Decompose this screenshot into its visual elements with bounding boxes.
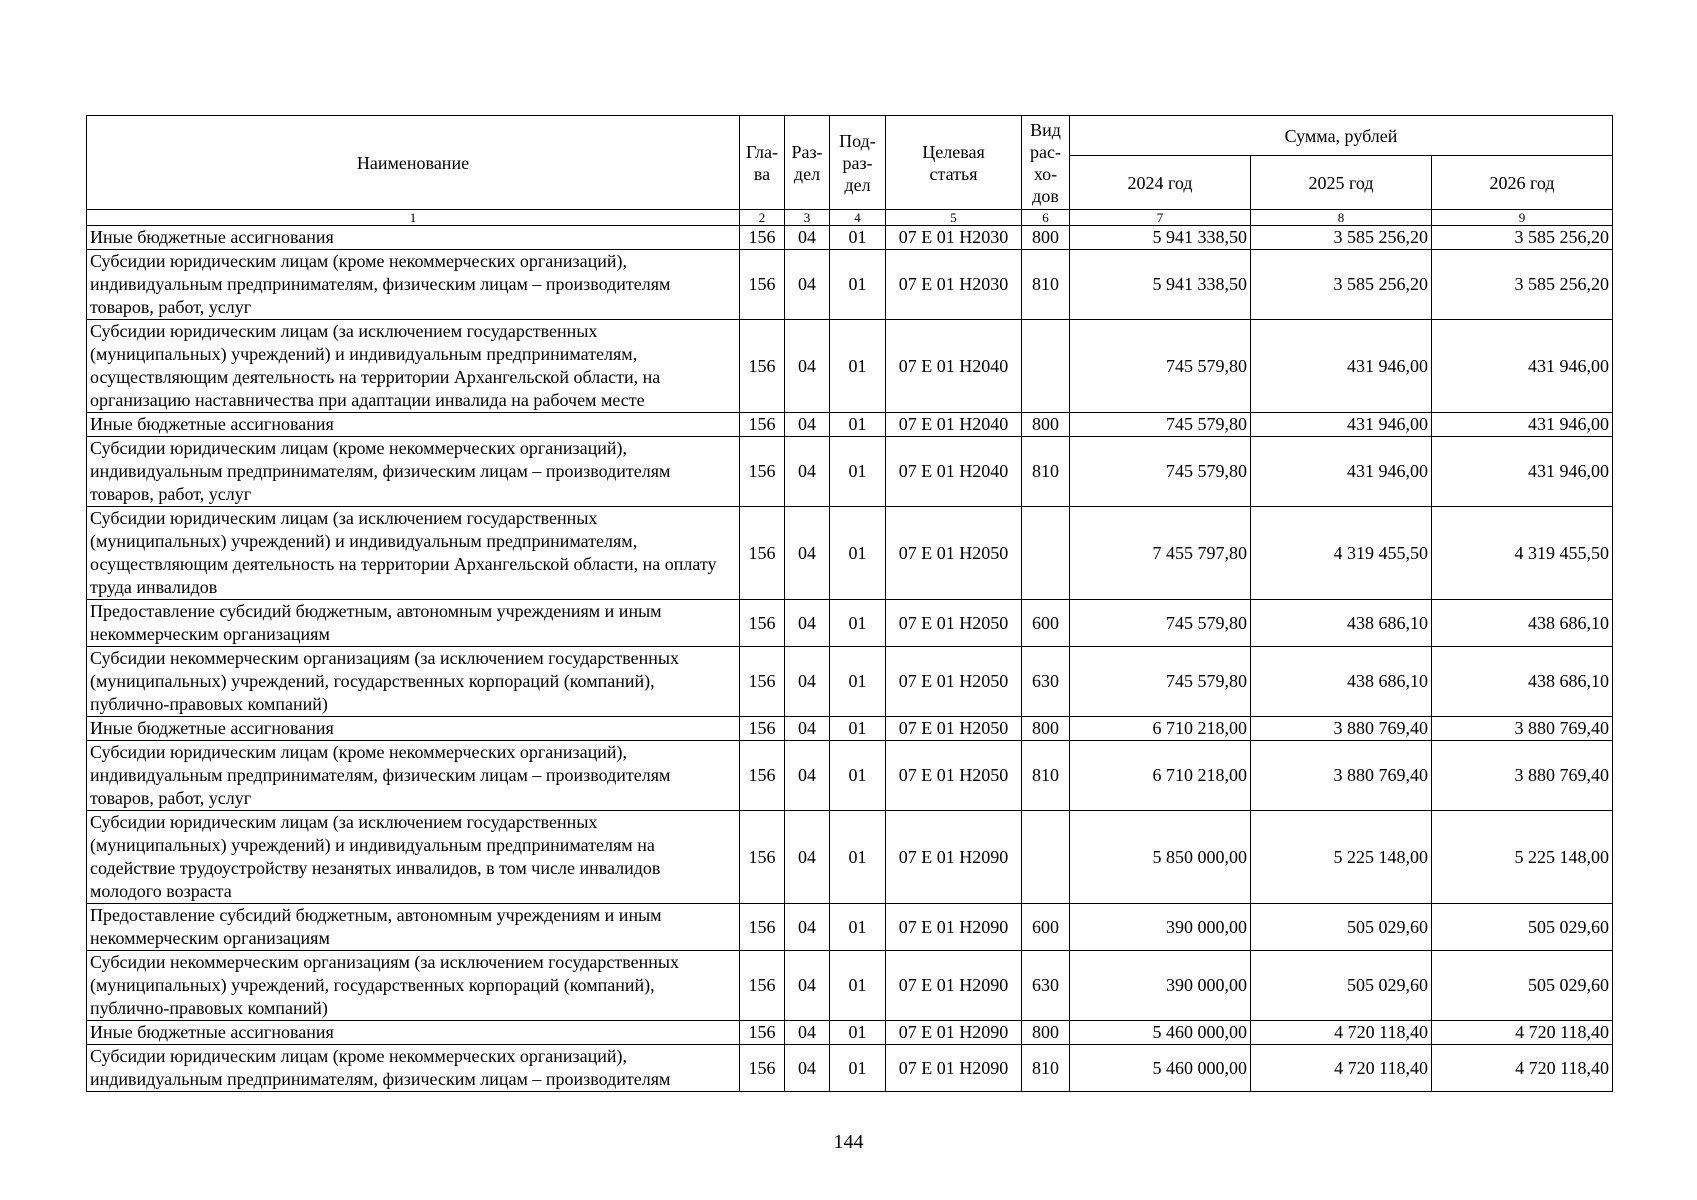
vid-cell: 600 xyxy=(1022,904,1070,951)
vid-cell: 800 xyxy=(1022,413,1070,437)
podrazdel-cell: 01 xyxy=(830,647,886,717)
name-cell: Иные бюджетные ассигнования xyxy=(87,717,740,741)
glava-cell: 156 xyxy=(740,600,785,647)
vid-cell xyxy=(1022,320,1070,413)
podrazdel-cell: 01 xyxy=(830,951,886,1021)
celevaya-cell: 07 Е 01 Н2090 xyxy=(886,811,1022,904)
vid-cell: 800 xyxy=(1022,717,1070,741)
vid-cell xyxy=(1022,507,1070,600)
table-row xyxy=(87,904,1613,951)
razdel-cell: 04 xyxy=(785,1045,830,1092)
sum-2026-cell: 4 720 118,40 xyxy=(1432,1045,1613,1092)
page-number: 144 xyxy=(833,1131,864,1153)
header-celevaya: Целевая статья xyxy=(886,116,1022,210)
podrazdel-cell: 01 xyxy=(830,904,886,951)
vid-cell: 810 xyxy=(1022,1045,1070,1092)
glava-cell: 156 xyxy=(740,437,785,507)
glava-cell: 156 xyxy=(740,647,785,717)
column-number-7: 7 xyxy=(1070,210,1251,226)
sum-2025-cell: 4 720 118,40 xyxy=(1251,1021,1432,1045)
sum-2024-cell: 6 710 218,00 xyxy=(1070,717,1251,741)
name-cell: Субсидии юридическим лицам (кроме некоммерческих организаций), индивидуальным предпринимателям, физическим лицам – производителям товаров, работ, услуг xyxy=(87,437,740,507)
name-cell: Субсидии юридическим лицам (кроме некоммерческих организаций), индивидуальным предпринимателям, физическим лицам – производителям товаров, работ, услуг xyxy=(87,250,740,320)
table-body xyxy=(87,226,1613,1092)
glava-cell: 156 xyxy=(740,413,785,437)
sum-2025-cell: 5 225 148,00 xyxy=(1251,811,1432,904)
vid-cell: 810 xyxy=(1022,250,1070,320)
column-number-3: 3 xyxy=(785,210,830,226)
glava-cell: 156 xyxy=(740,1045,785,1092)
document-page xyxy=(86,115,1612,1092)
header-year-2026: 2026 год xyxy=(1432,156,1613,210)
razdel-cell: 04 xyxy=(785,647,830,717)
name-cell: Субсидии юридическим лицам (за исключением государственных (муниципальных) учреждений) и индивидуальным предпринимателям, осуществляющим деятельность на территории Архангельской области, на организацию наставничества при адаптации инвалида на рабочем месте xyxy=(87,320,740,413)
header-summa: Сумма, рублей xyxy=(1070,116,1613,156)
name-cell: Иные бюджетные ассигнования xyxy=(87,1021,740,1045)
celevaya-cell: 07 Е 01 Н2050 xyxy=(886,647,1022,717)
name-cell: Иные бюджетные ассигнования xyxy=(87,226,740,250)
podrazdel-cell: 01 xyxy=(830,250,886,320)
table-row xyxy=(87,741,1613,811)
table-row xyxy=(87,1021,1613,1045)
glava-cell: 156 xyxy=(740,507,785,600)
celevaya-cell: 07 Е 01 Н2030 xyxy=(886,250,1022,320)
sum-2026-cell: 3 880 769,40 xyxy=(1432,741,1613,811)
name-cell: Предоставление субсидий бюджетным, автономным учреждениям и иным некоммерческим организациям xyxy=(87,600,740,647)
sum-2025-cell: 4 319 455,50 xyxy=(1251,507,1432,600)
sum-2025-cell: 431 946,00 xyxy=(1251,437,1432,507)
glava-cell: 156 xyxy=(740,904,785,951)
sum-2025-cell: 4 720 118,40 xyxy=(1251,1045,1432,1092)
name-cell: Субсидии юридическим лицам (кроме некоммерческих организаций), индивидуальным предпринимателям, физическим лицам – производителям xyxy=(87,1045,740,1092)
celevaya-cell: 07 Е 01 Н2090 xyxy=(886,1045,1022,1092)
vid-cell: 800 xyxy=(1022,226,1070,250)
header-year-2024: 2024 год xyxy=(1070,156,1251,210)
table-header xyxy=(87,116,1613,226)
table-row xyxy=(87,951,1613,1021)
celevaya-cell: 07 Е 01 Н2050 xyxy=(886,507,1022,600)
razdel-cell: 04 xyxy=(785,413,830,437)
razdel-cell: 04 xyxy=(785,226,830,250)
razdel-cell: 04 xyxy=(785,1021,830,1045)
glava-cell: 156 xyxy=(740,226,785,250)
podrazdel-cell: 01 xyxy=(830,1021,886,1045)
sum-2026-cell: 431 946,00 xyxy=(1432,320,1613,413)
sum-2026-cell: 431 946,00 xyxy=(1432,413,1613,437)
sum-2025-cell: 3 585 256,20 xyxy=(1251,226,1432,250)
podrazdel-cell: 01 xyxy=(830,226,886,250)
sum-2025-cell: 505 029,60 xyxy=(1251,904,1432,951)
podrazdel-cell: 01 xyxy=(830,741,886,811)
column-number-9: 9 xyxy=(1432,210,1613,226)
razdel-cell: 04 xyxy=(785,320,830,413)
column-number-4: 4 xyxy=(830,210,886,226)
vid-cell: 800 xyxy=(1022,1021,1070,1045)
razdel-cell: 04 xyxy=(785,600,830,647)
budget-table xyxy=(86,115,1613,1092)
podrazdel-cell: 01 xyxy=(830,507,886,600)
column-number-1: 1 xyxy=(87,210,740,226)
sum-2024-cell: 390 000,00 xyxy=(1070,951,1251,1021)
sum-2025-cell: 3 585 256,20 xyxy=(1251,250,1432,320)
glava-cell: 156 xyxy=(740,717,785,741)
sum-2026-cell: 4 319 455,50 xyxy=(1432,507,1613,600)
sum-2024-cell: 5 460 000,00 xyxy=(1070,1045,1251,1092)
podrazdel-cell: 01 xyxy=(830,717,886,741)
vid-cell: 630 xyxy=(1022,951,1070,1021)
sum-2024-cell: 6 710 218,00 xyxy=(1070,741,1251,811)
header-vid: Вид рас- хо- дов xyxy=(1022,116,1070,210)
sum-2026-cell: 3 880 769,40 xyxy=(1432,717,1613,741)
table-row xyxy=(87,647,1613,717)
glava-cell: 156 xyxy=(740,811,785,904)
sum-2024-cell: 745 579,80 xyxy=(1070,413,1251,437)
name-cell: Иные бюджетные ассигнования xyxy=(87,413,740,437)
sum-2024-cell: 745 579,80 xyxy=(1070,437,1251,507)
table-row xyxy=(87,320,1613,413)
sum-2025-cell: 431 946,00 xyxy=(1251,413,1432,437)
celevaya-cell: 07 Е 01 Н2090 xyxy=(886,904,1022,951)
sum-2026-cell: 505 029,60 xyxy=(1432,904,1613,951)
header-razdel: Раз- дел xyxy=(785,116,830,210)
celevaya-cell: 07 Е 01 Н2090 xyxy=(886,1021,1022,1045)
razdel-cell: 04 xyxy=(785,717,830,741)
table-row xyxy=(87,413,1613,437)
header-year-2025: 2025 год xyxy=(1251,156,1432,210)
sum-2026-cell: 3 585 256,20 xyxy=(1432,250,1613,320)
podrazdel-cell: 01 xyxy=(830,811,886,904)
celevaya-cell: 07 Е 01 Н2050 xyxy=(886,717,1022,741)
vid-cell: 600 xyxy=(1022,600,1070,647)
glava-cell: 156 xyxy=(740,741,785,811)
sum-2026-cell: 3 585 256,20 xyxy=(1432,226,1613,250)
celevaya-cell: 07 Е 01 Н2090 xyxy=(886,951,1022,1021)
column-number-8: 8 xyxy=(1251,210,1432,226)
razdel-cell: 04 xyxy=(785,741,830,811)
glava-cell: 156 xyxy=(740,320,785,413)
sum-2024-cell: 5 460 000,00 xyxy=(1070,1021,1251,1045)
podrazdel-cell: 01 xyxy=(830,600,886,647)
name-cell: Субсидии некоммерческим организациям (за исключением государственных (муниципальных) учреждений, государственных корпораций (компаний), публично-правовых компаний) xyxy=(87,951,740,1021)
vid-cell: 810 xyxy=(1022,741,1070,811)
sum-2024-cell: 745 579,80 xyxy=(1070,600,1251,647)
glava-cell: 156 xyxy=(740,1021,785,1045)
sum-2026-cell: 5 225 148,00 xyxy=(1432,811,1613,904)
razdel-cell: 04 xyxy=(785,507,830,600)
sum-2024-cell: 5 941 338,50 xyxy=(1070,250,1251,320)
podrazdel-cell: 01 xyxy=(830,1045,886,1092)
sum-2025-cell: 438 686,10 xyxy=(1251,600,1432,647)
razdel-cell: 04 xyxy=(785,811,830,904)
sum-2025-cell: 438 686,10 xyxy=(1251,647,1432,717)
table-row xyxy=(87,600,1613,647)
sum-2026-cell: 431 946,00 xyxy=(1432,437,1613,507)
glava-cell: 156 xyxy=(740,250,785,320)
vid-cell xyxy=(1022,811,1070,904)
table-row xyxy=(87,717,1613,741)
celevaya-cell: 07 Е 01 Н2040 xyxy=(886,320,1022,413)
sum-2025-cell: 3 880 769,40 xyxy=(1251,717,1432,741)
razdel-cell: 04 xyxy=(785,437,830,507)
sum-2024-cell: 745 579,80 xyxy=(1070,647,1251,717)
vid-cell: 630 xyxy=(1022,647,1070,717)
celevaya-cell: 07 Е 01 Н2040 xyxy=(886,437,1022,507)
table-row xyxy=(87,507,1613,600)
podrazdel-cell: 01 xyxy=(830,413,886,437)
header-name: Наименование xyxy=(87,116,740,210)
header-podrazdel: Под- раз- дел xyxy=(830,116,886,210)
sum-2025-cell: 505 029,60 xyxy=(1251,951,1432,1021)
table-row xyxy=(87,226,1613,250)
name-cell: Предоставление субсидий бюджетным, автономным учреждениям и иным некоммерческим организациям xyxy=(87,904,740,951)
podrazdel-cell: 01 xyxy=(830,320,886,413)
sum-2024-cell: 745 579,80 xyxy=(1070,320,1251,413)
razdel-cell: 04 xyxy=(785,904,830,951)
sum-2025-cell: 3 880 769,40 xyxy=(1251,741,1432,811)
sum-2024-cell: 7 455 797,80 xyxy=(1070,507,1251,600)
glava-cell: 156 xyxy=(740,951,785,1021)
razdel-cell: 04 xyxy=(785,951,830,1021)
name-cell: Субсидии некоммерческим организациям (за исключением государственных (муниципальных) учреждений, государственных корпораций (компаний), публично-правовых компаний) xyxy=(87,647,740,717)
vid-cell: 810 xyxy=(1022,437,1070,507)
celevaya-cell: 07 Е 01 Н2040 xyxy=(886,413,1022,437)
table-row xyxy=(87,1045,1613,1092)
table-row xyxy=(87,437,1613,507)
sum-2024-cell: 5 941 338,50 xyxy=(1070,226,1251,250)
name-cell: Субсидии юридическим лицам (за исключением государственных (муниципальных) учреждений) и индивидуальным предпринимателям, осуществляющим деятельность на территории Архангельской области, на оплату труда инвалидов xyxy=(87,507,740,600)
column-number-5: 5 xyxy=(886,210,1022,226)
celevaya-cell: 07 Е 01 Н2050 xyxy=(886,741,1022,811)
celevaya-cell: 07 Е 01 Н2050 xyxy=(886,600,1022,647)
column-number-row xyxy=(87,210,1613,226)
column-number-6: 6 xyxy=(1022,210,1070,226)
podrazdel-cell: 01 xyxy=(830,437,886,507)
sum-2024-cell: 5 850 000,00 xyxy=(1070,811,1251,904)
name-cell: Субсидии юридическим лицам (кроме некоммерческих организаций), индивидуальным предпринимателям, физическим лицам – производителям товаров, работ, услуг xyxy=(87,741,740,811)
razdel-cell: 04 xyxy=(785,250,830,320)
header-glava: Гла- ва xyxy=(740,116,785,210)
table-row xyxy=(87,811,1613,904)
celevaya-cell: 07 Е 01 Н2030 xyxy=(886,226,1022,250)
table-row xyxy=(87,250,1613,320)
column-number-2: 2 xyxy=(740,210,785,226)
name-cell: Субсидии юридическим лицам (за исключением государственных (муниципальных) учреждений) и индивидуальным предпринимателям на содействие трудоустройству незанятых инвалидов, в том числе инвалидов молодого возраста xyxy=(87,811,740,904)
sum-2026-cell: 505 029,60 xyxy=(1432,951,1613,1021)
sum-2024-cell: 390 000,00 xyxy=(1070,904,1251,951)
sum-2026-cell: 438 686,10 xyxy=(1432,647,1613,717)
sum-2026-cell: 438 686,10 xyxy=(1432,600,1613,647)
sum-2025-cell: 431 946,00 xyxy=(1251,320,1432,413)
sum-2026-cell: 4 720 118,40 xyxy=(1432,1021,1613,1045)
